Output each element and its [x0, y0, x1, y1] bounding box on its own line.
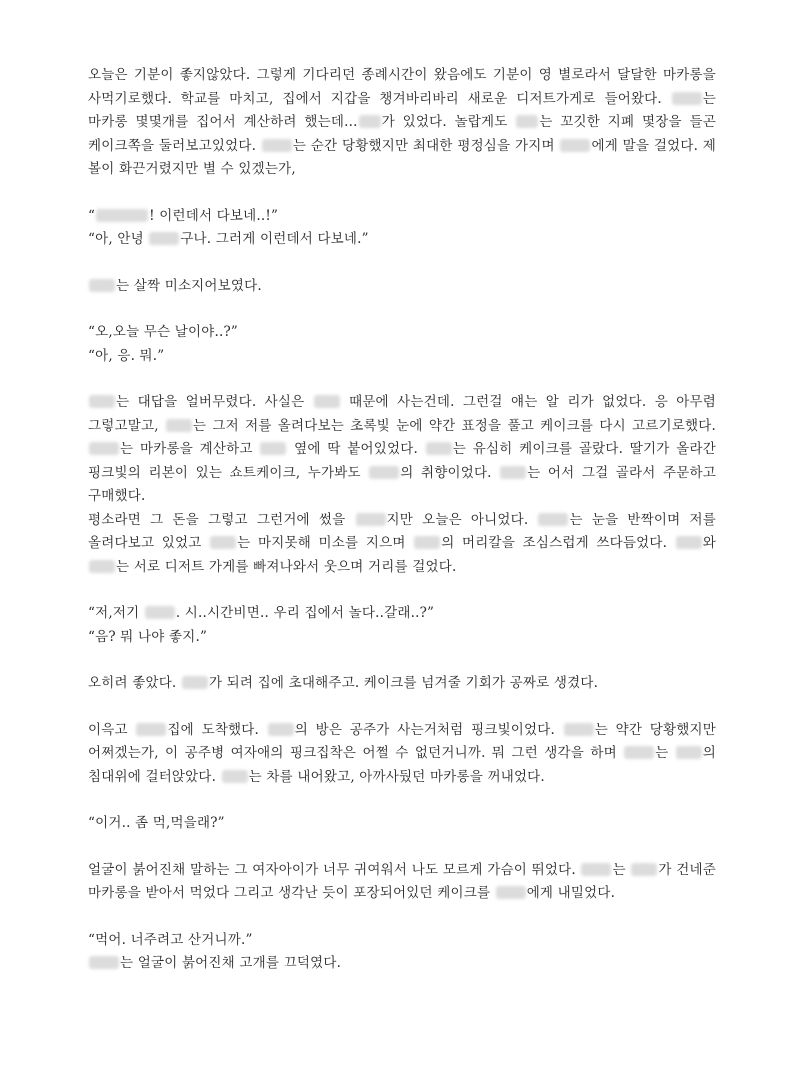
redacted-name — [676, 746, 702, 759]
dialogue-text: 구나. 그러게 이런데서 다보네.” — [180, 231, 369, 247]
redacted-name — [500, 466, 526, 479]
narration-text: 에게 내밀었다. — [526, 885, 616, 901]
narration-text: 와 — [702, 535, 716, 551]
redacted-name — [89, 442, 119, 455]
narration-paragraph — [88, 672, 716, 696]
dialogue-block — [88, 929, 716, 976]
narration-text: 가 되려 집에 초대해주고. 케이크를 넘겨줄 기회가 공짜로 생겼다. — [208, 675, 599, 691]
narration-text: 는 — [655, 745, 669, 761]
narration-text: 는 서로 디저트 가게를 빠져나와서 웃으며 거리를 걸었다. — [116, 558, 457, 575]
redacted-name — [369, 466, 399, 479]
narration-text: 집에 도착했다. — [167, 721, 260, 738]
dialogue-line — [88, 602, 716, 626]
redacted-name — [149, 232, 179, 245]
redacted-name — [676, 536, 702, 549]
narration-text: 는 그저 저를 올려다보는 초록빛 눈에 약간 표정을 풀고 케이크를 다시 고르기로했다. — [192, 417, 716, 434]
redacted-name — [182, 676, 208, 689]
redacted-name — [89, 956, 119, 969]
narration-text: 는 순간 당황했지만 최대한 평정심을 가지며 — [292, 137, 555, 154]
redacted-name — [414, 536, 440, 549]
narration-text: 오늘은 기분이 좋지않았다. 그렇게 기다리던 종례시간이 왔음에도 기분이 영 별로라서 달달한 마카롱을 사먹기로했다. 학교를 마치고, 집에서 지갑을 챙겨바리바리 새로운 디저트가게로 들어왔다. — [88, 67, 716, 107]
narration-text: 의 머리칼을 조심스럽게 쓰다듬었다. — [441, 535, 668, 551]
redacted-name — [538, 513, 568, 526]
redacted-name — [314, 395, 340, 408]
redacted-name — [136, 723, 166, 736]
redacted-name — [631, 863, 657, 876]
redacted-name — [356, 513, 386, 526]
redacted-name — [96, 209, 148, 222]
narration-text: 는 눈을 반짝이며 저를 올려다보고 있었고 — [88, 511, 716, 551]
redacted-name — [260, 442, 286, 455]
narration-text: 지만 오늘은 아니었다. — [386, 511, 529, 528]
redacted-name — [89, 560, 115, 573]
narration-text: 는 어서 그걸 골라서 주문하고 구매했다. — [88, 464, 716, 504]
redacted-name — [89, 279, 115, 292]
dialogue-block — [88, 812, 716, 836]
dialogue-block — [88, 602, 716, 649]
narration-text: 의 취향이었다. — [400, 464, 492, 481]
redacted-name — [89, 395, 115, 408]
narration-text: 는 대답을 얼버무렸다. 사실은 — [116, 394, 305, 410]
narration-text: 는 살짝 미소지어보였다. — [116, 277, 262, 294]
narration-text: 의 방은 공주가 사는거처럼 핑크빛이었다. — [294, 721, 556, 738]
dialogue-block — [88, 321, 716, 368]
dialogue-text: . 시..시간비면.. 우리 집에서 놀다..갈래..?” — [175, 605, 435, 621]
narration-text: 는 마카롱을 계산하고 — [120, 441, 253, 457]
dialogue-text: “아, 안녕 — [88, 231, 144, 247]
narration-text: 는 마카롱 몇몇개를 집어서 계산하려 했는데... — [88, 90, 716, 130]
narration-text: 에게 말을 걸었다. 제 볼이 화끈거렸지만 별 수 있겠는가, — [88, 137, 717, 177]
narration-text: 는 마지못해 미소를 지으며 — [237, 535, 406, 551]
dialogue-text: “저,저기 — [88, 605, 140, 621]
redacted-name — [222, 770, 248, 783]
dialogue-line: “아, 응. 뭐.” — [88, 347, 165, 364]
narration-paragraph — [88, 509, 716, 580]
redacted-name — [672, 92, 702, 105]
dialogue-line — [88, 952, 716, 976]
redacted-name — [560, 139, 590, 152]
narration-paragraph — [88, 719, 716, 790]
narration-text: 오히려 좋았다. — [88, 675, 177, 691]
redacted-name — [166, 419, 192, 432]
narration-text: 얼굴이 붉어진채 말하는 그 여자아이가 너무 귀여워서 나도 모르게 가슴이 뛰었다. — [88, 861, 576, 878]
narration-text: 가 있었다. 놀랍게도 — [381, 114, 508, 130]
dialogue-text: ! 이런데서 다보네..!” — [149, 207, 279, 224]
narration-text: 평소라면 그 돈을 그렇고 그런거에 썼을 — [88, 511, 346, 528]
narration-text: 는 유심히 케이크를 골랐다. 딸기가 올라간 핑크빛의 리본이 있는 쇼트케이크, 누가봐도 — [88, 441, 716, 481]
narration-paragraph — [88, 64, 716, 182]
narration-text: 는 차를 내어왔고, 아까사뒀던 마카롱을 꺼내었다. — [248, 768, 545, 785]
dialogue-block — [88, 205, 716, 252]
redacted-name — [268, 723, 294, 736]
narration-text: 는 얼굴이 붉어진채 고개를 끄덕였다. — [120, 955, 342, 971]
quote-mark: “ — [88, 207, 96, 224]
redacted-name — [624, 746, 654, 759]
narration-text: 가 건네준 마카롱을 받아서 먹었다 그리고 생각난 듯이 포장되어있던 케이크를 — [88, 861, 716, 901]
redacted-name — [262, 139, 292, 152]
dialogue-line — [88, 205, 716, 229]
redacted-name — [581, 863, 611, 876]
narration-text: 이윽고 — [88, 721, 128, 738]
narration-text: 옆에 딱 붙어있었다. — [294, 441, 418, 457]
redacted-name — [145, 606, 175, 619]
redacted-name — [496, 886, 526, 899]
narration-text: 때문에 사는건데. 그런걸 얘는 알 리가 없었다. 응 아무렴 그렇고말고, — [88, 394, 717, 434]
narration-text: 의 침대위에 걸터앉았다. — [88, 745, 716, 785]
narration-text: 는 꼬깃한 지폐 몇장을 들곤 케이크쪽을 둘러보고있었다. — [88, 114, 716, 154]
redacted-name — [516, 115, 538, 128]
narration-text: 는 약간 당황했지만 어쩌겠는가, 이 공주병 여자애의 핑크집착은 어쩔 수 없던거니까. 뭐 그런 생각을 하며 — [88, 721, 716, 761]
narration-paragraph — [88, 275, 716, 299]
dialogue-line: “음? 뭐 나야 좋지.” — [88, 628, 208, 645]
narration-paragraph — [88, 391, 716, 509]
narration-paragraph — [88, 859, 716, 906]
redacted-name — [359, 115, 381, 128]
dialogue-line — [88, 228, 716, 252]
dialogue-line: “먹어. 너주려고 산거니까.” — [88, 931, 253, 948]
narration-text: 는 — [612, 861, 626, 878]
dialogue-line: “오,오늘 무슨 날이야..?” — [88, 324, 239, 340]
story-page — [88, 64, 716, 976]
redacted-name — [210, 536, 236, 549]
redacted-name — [426, 442, 452, 455]
dialogue-line: “이거.. 좀 먹,먹을래?” — [88, 815, 225, 831]
redacted-name — [564, 723, 594, 736]
